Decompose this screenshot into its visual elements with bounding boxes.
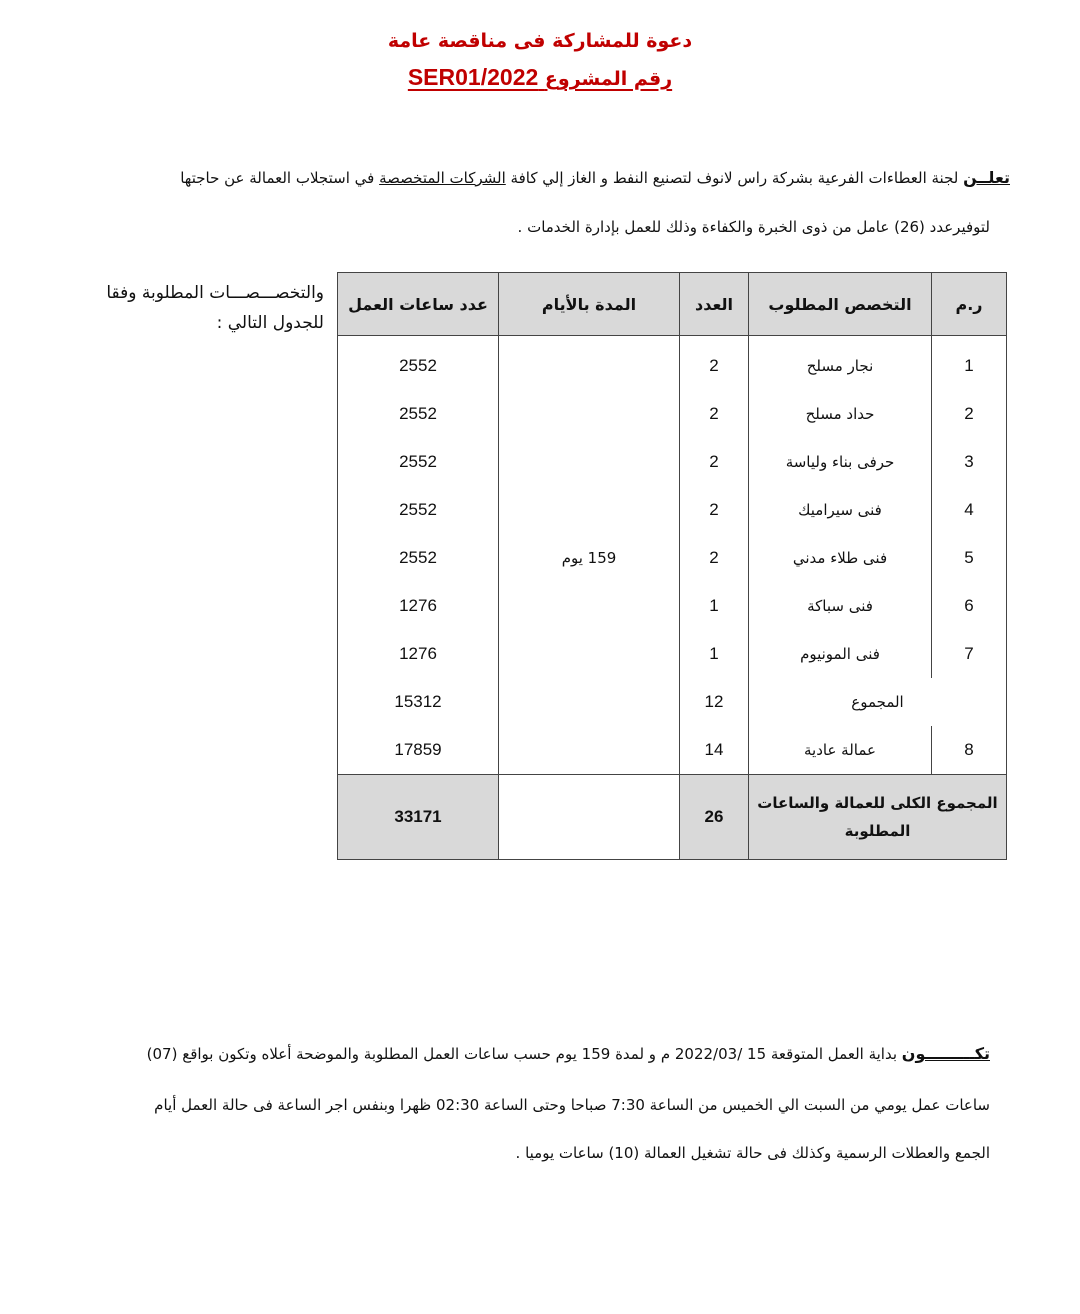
row-serial: 6 xyxy=(932,582,1007,630)
row-count: 2 xyxy=(680,534,749,582)
row-hours: 1276 xyxy=(338,630,499,678)
row-serial: 8 xyxy=(932,726,1007,775)
intro-paragraph-line1 xyxy=(180,168,1010,187)
table-header-row xyxy=(338,273,1007,336)
row-specialty: فنى سباكة xyxy=(749,582,932,630)
header-specialty: التخصص المطلوب xyxy=(749,273,932,336)
row-count: 2 xyxy=(680,390,749,438)
intro-underlined-text: الشركات المتخصصة xyxy=(379,169,506,187)
header-duration: المدة بالأيام xyxy=(499,273,680,336)
row-count: 14 xyxy=(680,726,749,775)
row-count: 2 xyxy=(680,336,749,391)
closing-line1 xyxy=(147,1044,990,1063)
intro-text-part2: في استجلاب العمالة عن حاجتها xyxy=(180,169,380,187)
row-count: 2 xyxy=(680,486,749,534)
row-specialty: حداد مسلح xyxy=(749,390,932,438)
row-serial: 7 xyxy=(932,630,1007,678)
row-hours: 2552 xyxy=(338,486,499,534)
intro-text-part1: لجنة العطاءات الفرعية بشركة راس لانوف لتصنيع النفط و الغاز إلي كافة xyxy=(505,169,964,187)
row-count: 1 xyxy=(680,630,749,678)
project-number xyxy=(0,64,1080,91)
row-specialty: فنى سيراميك xyxy=(749,486,932,534)
grand-total-duration-empty xyxy=(499,775,680,860)
row-serial: 2 xyxy=(932,390,1007,438)
row-specialty: فنى المونيوم xyxy=(749,630,932,678)
specialties-note: والتخصـــصـــات المطلوبة وفقا للجدول التالي : xyxy=(106,283,324,333)
subtotal-count: 12 xyxy=(680,678,749,726)
table-row xyxy=(338,336,1007,391)
grand-total-label: المجموع الكلى للعمالة والساعات المطلوبة xyxy=(749,775,1007,860)
row-serial: 3 xyxy=(932,438,1007,486)
grand-total-count: 26 xyxy=(680,775,749,860)
closing-line2: ساعات عمل يومي من السبت الي الخميس من الساعة 7:30 صباحا وحتى الساعة 02:30 ظهرا وبنفس اجر الساعة فى حالة العمل أيام xyxy=(154,1096,990,1114)
row-serial: 1 xyxy=(932,336,1007,391)
row-hours: 2552 xyxy=(338,534,499,582)
subtotal-label: المجموع xyxy=(749,678,1007,726)
subtotal-hours: 15312 xyxy=(338,678,499,726)
duration-cell xyxy=(499,336,680,775)
closing-lead-word: تكـــــــــون xyxy=(901,1044,990,1063)
intro-paragraph-line2: لتوفيرعدد (26) عامل من ذوى الخبرة والكفاءة وذلك للعمل بإدارة الخدمات . xyxy=(517,218,990,236)
row-serial: 4 xyxy=(932,486,1007,534)
intro-lead-word: تعلــن xyxy=(963,168,1010,187)
row-serial: 5 xyxy=(932,534,1007,582)
row-hours: 17859 xyxy=(338,726,499,775)
row-specialty: حرفى بناء ولياسة xyxy=(749,438,932,486)
row-specialty: عمالة عادية xyxy=(749,726,932,775)
row-hours: 2552 xyxy=(338,390,499,438)
grand-total-hours: 33171 xyxy=(338,775,499,860)
header-serial: ر.م xyxy=(932,273,1007,336)
grand-total-row xyxy=(338,775,1007,860)
row-specialty: فنى طلاء مدني xyxy=(749,534,932,582)
tender-title: دعوة للمشاركة فى مناقصة عامة xyxy=(387,30,693,52)
row-hours: 2552 xyxy=(338,336,499,391)
row-count: 1 xyxy=(680,582,749,630)
header-hours: عدد ساعات العمل xyxy=(338,273,499,336)
closing-line3: الجمع والعطلات الرسمية وكذلك فى حالة تشغيل العمالة (10) ساعات يوميا . xyxy=(515,1144,990,1162)
specialties-table xyxy=(337,272,1007,860)
row-hours: 1276 xyxy=(338,582,499,630)
project-number-label: رقم المشروع xyxy=(544,68,673,90)
header-count: العدد xyxy=(680,273,749,336)
row-hours: 2552 xyxy=(338,438,499,486)
project-code: SER01/2022 xyxy=(407,64,539,90)
closing-line1-text: بداية العمل المتوقعة 15 /2022/03 م و لمدة 159 يوم حسب ساعات العمل المطلوبة والموضحة أعلاه وتكون بواقع (07) xyxy=(146,1045,902,1063)
duration-value: 159 يوم xyxy=(561,549,617,567)
row-count: 2 xyxy=(680,438,749,486)
row-specialty: نجار مسلح xyxy=(749,336,932,391)
